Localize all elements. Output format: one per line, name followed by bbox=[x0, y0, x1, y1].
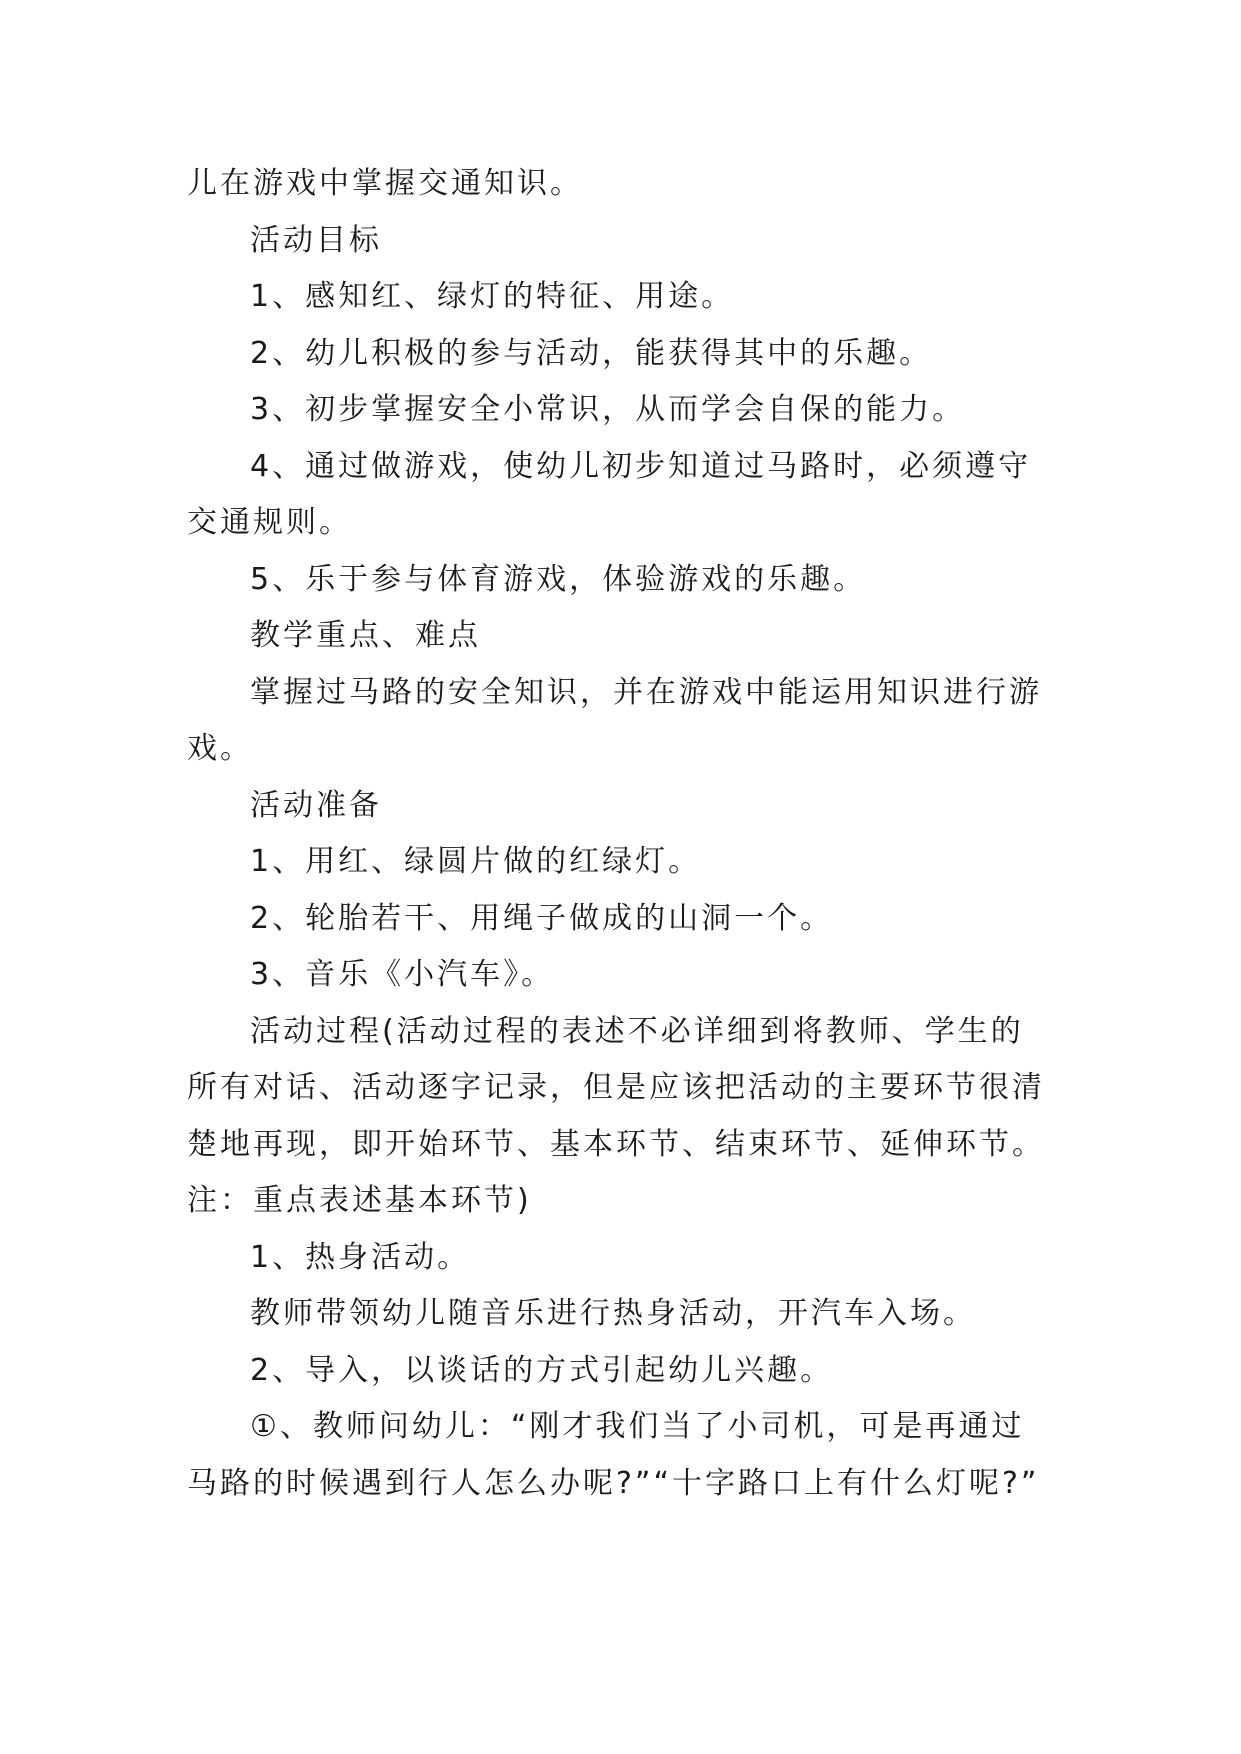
body-text-line: 儿在游戏中掌握交通知识。 bbox=[187, 166, 583, 201]
body-text-line: 所有对话、活动逐字记录，但是应该把活动的主要环节很清 bbox=[187, 1070, 1045, 1105]
body-text-line: 注：重点表述基本环节) bbox=[187, 1183, 532, 1218]
list-item: 5、乐于参与体育游戏，体验游戏的乐趣。 bbox=[250, 562, 867, 597]
list-item-continuation: 交通规则。 bbox=[187, 505, 352, 540]
list-item: 1、热身活动。 bbox=[250, 1240, 471, 1275]
body-text-line: 教师带领幼儿随音乐进行热身活动，开汽车入场。 bbox=[250, 1296, 976, 1331]
section-heading: 活动准备 bbox=[250, 788, 382, 823]
list-item: 2、幼儿积极的参与活动，能获得其中的乐趣。 bbox=[250, 336, 933, 371]
list-item: ①、教师问幼儿：“刚才我们当了小司机，可是再通过 bbox=[250, 1409, 1025, 1444]
section-heading: 教学重点、难点 bbox=[250, 618, 481, 653]
list-item: 2、导入，以谈话的方式引起幼儿兴趣。 bbox=[250, 1353, 834, 1388]
body-text-line: 楚地再现，即开始环节、基本环节、结束环节、延伸环节。 bbox=[187, 1127, 1045, 1162]
list-item: 1、感知红、绿灯的特征、用途。 bbox=[250, 279, 735, 314]
list-item: 2、轮胎若干、用绳子做成的山洞一个。 bbox=[250, 901, 834, 936]
body-text-line: 马路的时候遇到行人怎么办呢?”“十字路口上有什么灯呢?” bbox=[187, 1466, 1040, 1501]
section-heading: 活动目标 bbox=[250, 223, 382, 258]
body-text-line: 掌握过马路的安全知识，并在游戏中能运用知识进行游 bbox=[250, 675, 1042, 710]
list-item: 3、音乐《小汽车》。 bbox=[250, 957, 555, 992]
list-item: 4、通过做游戏，使幼儿初步知道过马路时，必须遵守 bbox=[250, 449, 1032, 484]
list-item: 3、初步掌握安全小常识，从而学会自保的能力。 bbox=[250, 392, 966, 427]
body-text-line: 戏。 bbox=[187, 731, 253, 766]
list-item: 1、用红、绿圆片做的红绿灯。 bbox=[250, 844, 702, 879]
section-heading: 活动过程(活动过程的表述不必详细到将教师、学生的 bbox=[250, 1014, 1024, 1049]
